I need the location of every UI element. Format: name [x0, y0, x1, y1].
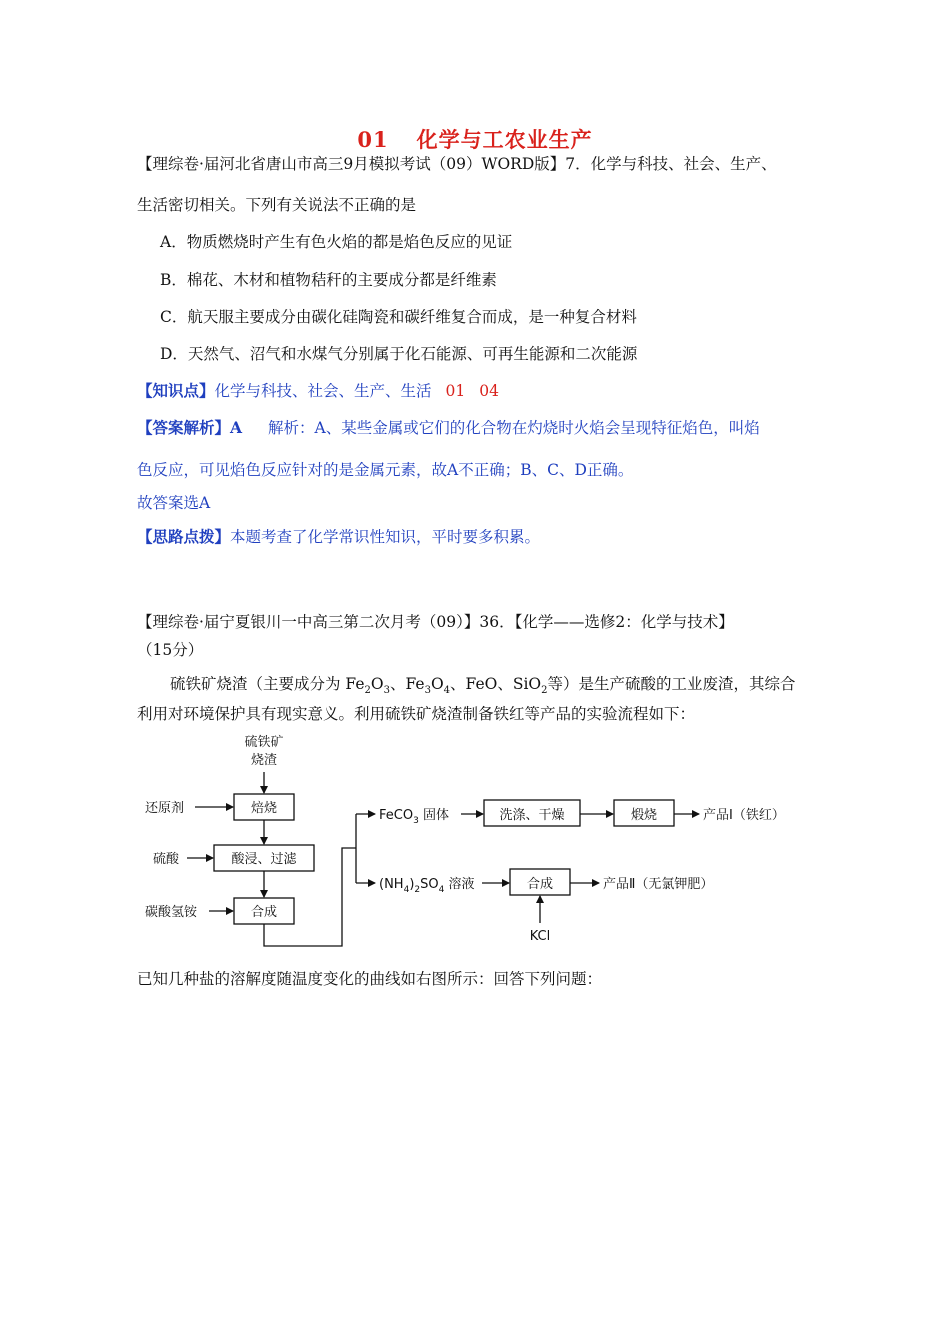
label-nh4so4: $(NH_4)_2SO_4$ 溶液: [379, 877, 475, 895]
page-title: [0, 124, 950, 154]
para-text: O: [430, 675, 444, 693]
label-acid: 硫酸: [153, 852, 180, 867]
tip-label: 【思路点拨】: [137, 527, 231, 546]
q1-option-b: B．棉花、木材和植物秸秆的主要成分都是纤维素: [160, 271, 497, 289]
label-box-calcine: 煅烧: [630, 808, 658, 823]
answer-label: 【答案解析】: [137, 418, 231, 437]
knowledge-text: 化学与科技、社会、生产、生活: [214, 382, 432, 400]
label-raw-line1: 硫铁矿: [244, 735, 284, 750]
label-box-synth1: 合成: [250, 905, 278, 920]
label-reductant: 还原剂: [145, 801, 185, 816]
subscript: 4: [443, 685, 451, 697]
title-text: 化学与工农业生产: [416, 127, 593, 152]
subscript: 3: [424, 685, 431, 697]
q1-option-d: D．天然气、沼气和水煤气分别属于化石能源、可再生能源和二次能源: [160, 345, 638, 363]
q1-option-c: C．航天服主要成分由碳化硅陶瓷和碳纤维复合而成，是一种复合材料: [160, 308, 637, 326]
q2-paragraph-line1: [170, 672, 796, 696]
process-flowchart: [137, 728, 817, 953]
q1-stem-line2: 生活密切相关。下列有关说法不正确的是: [137, 196, 417, 214]
label-box-wash: 洗涤、干燥: [499, 808, 565, 823]
q1-header: [137, 152, 777, 174]
q1-source: 【理综卷·届河北省唐山市高三9月模拟考试（09）WORD版】: [137, 155, 566, 173]
label-box-leach: 酸浸、过滤: [231, 852, 297, 867]
para-text: O: [370, 675, 384, 693]
para-text: 硫铁矿烧渣（主要成分为 Fe: [170, 675, 365, 693]
knowledge-code: 01: [445, 382, 466, 400]
label-box-roast: 焙烧: [250, 801, 278, 816]
label-kcl: KCl: [529, 929, 551, 944]
q1-option-a: A．物质燃烧时产生有色火焰的都是焰色反应的见证: [160, 233, 513, 251]
q1-stem-line1: 7．化学与科技、社会、生产、: [565, 155, 777, 173]
subscript: 2: [541, 685, 548, 697]
knowledge-code: 04: [479, 382, 499, 400]
title-number: 01: [357, 127, 389, 152]
para-text: 、Fe: [389, 675, 425, 693]
subscript: 3: [383, 685, 390, 697]
q1-knowledge: [137, 379, 499, 401]
label-product1: 产品Ⅰ（铁红）: [703, 808, 785, 823]
q1-answer: [137, 416, 760, 438]
label-raw-line2: 烧渣: [250, 753, 278, 768]
para-text: 等）是生产硫酸的工业废渣，其综合: [547, 675, 796, 693]
label-box-synth2: 合成: [526, 877, 554, 892]
analysis-line1: 解析：A、某些金属或它们的化合物在灼烧时火焰会呈现特征焰色，叫焰: [268, 419, 760, 437]
q1-tip: [137, 525, 540, 547]
para-text: 、FeO、SiO: [450, 675, 542, 693]
q2-stem-title: 36．【化学——选修2：化学与技术】: [479, 613, 734, 631]
label-bicarbonate: 碳酸氢铵: [145, 905, 198, 920]
subscript: 2: [364, 685, 371, 697]
q2-source: 【理综卷·届宁夏银川一中高三第二次月考（09）】: [137, 613, 480, 631]
knowledge-label: 【知识点】: [137, 381, 215, 400]
final-answer: 故答案选A: [137, 494, 211, 512]
tip-text: 本题考查了化学常识性知识，平时要多积累。: [230, 528, 541, 546]
analysis-line2: 色反应，可见焰色反应针对的是金属元素，故A不正确；B、C、D正确。: [137, 461, 634, 479]
q2-paragraph-line2: 利用对环境保护具有现实意义。利用硫铁矿烧渣制备铁红等产品的实验流程如下：: [137, 705, 696, 723]
q2-after-chart: 已知几种盐的溶解度随温度变化的曲线如右图所示：回答下列问题：: [137, 970, 603, 988]
q2-score: （15分）: [137, 641, 204, 659]
answer-letter: A: [230, 418, 243, 437]
q2-header: [137, 610, 734, 632]
label-product2: 产品Ⅱ（无氯钾肥）: [603, 877, 714, 892]
label-feco3: FeCO$_3$ 固体: [379, 808, 449, 826]
